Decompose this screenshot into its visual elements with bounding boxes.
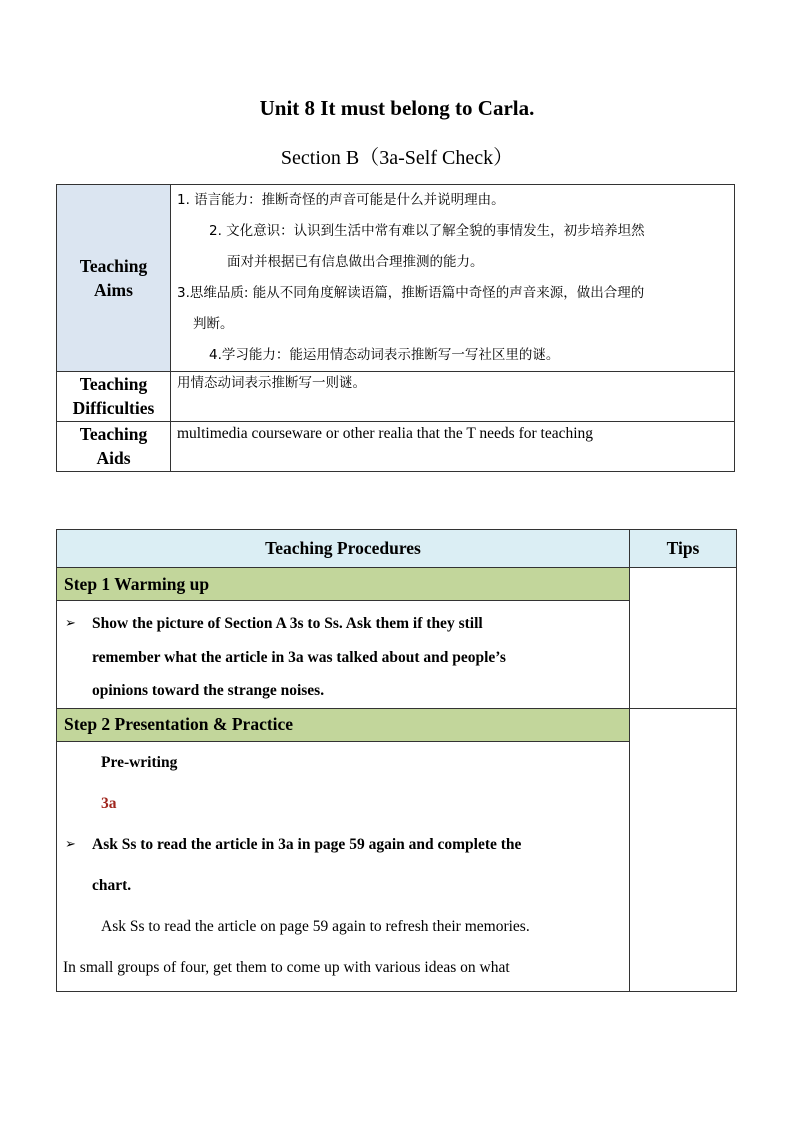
pre-writing-heading: Pre-writing [101, 753, 178, 771]
aims-row [57, 185, 735, 372]
page-title: Unit 8 It must belong to Carla. [259, 96, 535, 120]
step2-tips-cell [630, 708, 737, 991]
aims-label-line2: Aims [94, 280, 133, 300]
tips-header: Tips [630, 530, 737, 568]
aim-item-2-line2: 面对并根据已有信息做出合理推测的能力。 [227, 254, 484, 270]
procedures-header-row [57, 530, 737, 568]
aim-item-1: 1. 语言能力：推断奇怪的声音可能是什么并说明理由。 [177, 192, 505, 208]
step1-tips-cell [630, 568, 737, 709]
step2-bullet-line1: Ask Ss to read the article in 3a in page 59 again and complete the [92, 835, 522, 853]
step2-title-row [57, 708, 737, 741]
step1-content [57, 601, 630, 709]
aims-label [57, 185, 171, 372]
step2-content [57, 741, 630, 991]
aids-label-line1: Teaching [79, 424, 148, 444]
step2-bullet [57, 824, 629, 906]
activity-code-3a: 3a [101, 794, 117, 812]
step1-bullet [57, 601, 629, 708]
teaching-info-table [56, 184, 735, 472]
step1-bullet-line2: remember what the article in 3a was talked about and people’s [92, 648, 506, 666]
step1-bullet-line3: opinions toward the strange noises. [92, 682, 325, 699]
difficulties-row [57, 372, 735, 422]
aids-content: multimedia courseware or other realia that the T needs for teaching [171, 422, 735, 472]
aim-item-3-line2: 判断。 [193, 316, 234, 332]
step2-bullet-line2: chart. [92, 876, 132, 894]
difficulties-content: 用情态动词表示推断写一则谜。 [171, 372, 735, 422]
aims-label-line1: Teaching [79, 256, 148, 276]
aims-content [171, 185, 735, 372]
aids-label [57, 422, 171, 472]
difficulties-label [57, 372, 171, 422]
step2-paragraph-line1: Ask Ss to read the article on page 59 again to refresh their memories. [101, 917, 530, 935]
step1-bullet-line1: Show the picture of Section A 3s to Ss. Ask them if they still [92, 615, 483, 632]
aids-label-line2: Aids [96, 448, 131, 468]
aim-item-4: 4.学习能力：能运用情态动词表示推断写一写社区里的谜。 [209, 347, 560, 363]
step2-paragraph-line2: In small groups of four, get them to come up with various ideas on what [63, 958, 510, 976]
aim-item-2-line1: 2. 文化意识：认识到生活中常有难以了解全貌的事情发生，初步培养坦然 [209, 223, 645, 239]
difficulties-label-line1: Teaching [79, 374, 148, 394]
page-subtitle: Section B（3a-Self Check） [280, 147, 514, 169]
difficulties-label-line2: Difficulties [72, 398, 155, 418]
step1-title-row [57, 568, 737, 601]
bullet-arrow-icon: ➢ [65, 616, 76, 631]
aim-item-3-line1: 3.思维品质: 能从不同角度解读语篇，推断语篇中奇怪的声音来源，做出合理的 [177, 285, 645, 301]
step1-title: Step 1 Warming up [57, 568, 630, 601]
procedures-table [56, 529, 737, 992]
step2-title: Step 2 Presentation & Practice [57, 708, 630, 741]
aids-row [57, 422, 735, 472]
bullet-arrow-icon: ➢ [65, 836, 76, 852]
procedures-header: Teaching Procedures [57, 530, 630, 568]
